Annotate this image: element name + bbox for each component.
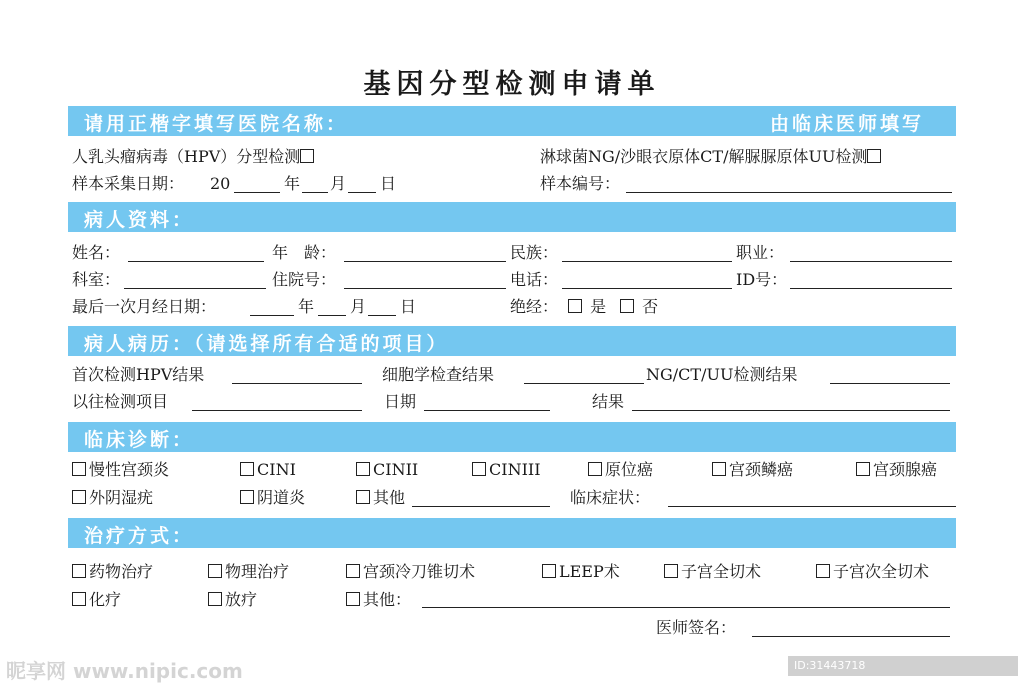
- page-title: 基因分型检测申请单: [363, 69, 661, 100]
- signature-field[interactable]: [752, 636, 950, 637]
- id-label: ID号：: [736, 270, 788, 289]
- diagnosis-other-field[interactable]: [412, 506, 550, 507]
- signature-label: 医师签名：: [656, 618, 737, 637]
- diagnosis-label: 其他: [373, 488, 406, 507]
- treatment-checkbox[interactable]: [542, 564, 556, 578]
- treatment-option[interactable]: [72, 590, 121, 610]
- ngctuu-result-field[interactable]: [830, 383, 950, 384]
- ethnicity-field[interactable]: [562, 261, 732, 262]
- lmp-day-field[interactable]: [368, 315, 396, 316]
- treatment-option[interactable]: [346, 590, 411, 610]
- diagnosis-label: CINI: [257, 460, 296, 479]
- diagnosis-checkbox[interactable]: [72, 462, 86, 476]
- history-date-field[interactable]: [424, 410, 550, 411]
- treatment-checkbox[interactable]: [346, 564, 360, 578]
- diagnosis-label: 宫颈鳞癌: [729, 460, 794, 479]
- lmp-label: 最后一次月经日期：: [72, 297, 217, 316]
- diagnosis-option[interactable]: [356, 488, 405, 508]
- treatment-label: 药物治疗: [89, 562, 154, 581]
- lmp-month-field[interactable]: [318, 315, 346, 316]
- treatment-option[interactable]: [346, 562, 475, 582]
- menopause-yes-checkbox[interactable]: [568, 299, 582, 313]
- hpv-test-option[interactable]: [72, 147, 317, 167]
- treatment-checkbox[interactable]: [208, 564, 222, 578]
- admission-no-field[interactable]: [344, 288, 506, 289]
- sample-day-unit: 日: [380, 174, 397, 193]
- hpv-test-checkbox[interactable]: [300, 149, 314, 163]
- section-bar-patient: [68, 202, 956, 232]
- sample-date-year-prefix: 20: [210, 174, 231, 193]
- menopause-no-label: 否: [642, 297, 659, 316]
- diagnosis-checkbox[interactable]: [240, 490, 254, 504]
- treatment-label: 子宫全切术: [681, 562, 762, 581]
- section-diagnosis-label: 临床诊断：: [84, 429, 195, 451]
- treatment-checkbox[interactable]: [72, 564, 86, 578]
- treatment-checkbox[interactable]: [816, 564, 830, 578]
- age-label: 年 龄：: [272, 243, 337, 262]
- symptoms-field[interactable]: [668, 506, 956, 507]
- lmp-year-unit: 年: [298, 297, 315, 316]
- dept-field[interactable]: [124, 288, 266, 289]
- diagnosis-checkbox[interactable]: [72, 490, 86, 504]
- treatment-other-field[interactable]: [422, 607, 950, 608]
- previous-tests-field[interactable]: [192, 410, 362, 411]
- sample-date-label: 样本采集日期：: [72, 174, 185, 193]
- treatment-checkbox[interactable]: [664, 564, 678, 578]
- previous-tests-label: 以往检测项目: [72, 392, 169, 411]
- treatment-option[interactable]: [208, 590, 257, 610]
- menopause-yes-option[interactable]: [568, 297, 606, 317]
- phone-field[interactable]: [562, 288, 732, 289]
- diagnosis-label: CINII: [373, 460, 419, 479]
- sample-year-field[interactable]: [234, 192, 280, 193]
- menopause-yes-label: 是: [590, 297, 607, 316]
- section-history-label: 病人病历：（请选择所有合适的项目）: [84, 333, 449, 355]
- watermark-site: 昵享网 www.nipic.com: [6, 659, 243, 683]
- section-patient-label: 病人资料：: [84, 209, 195, 231]
- treatment-option[interactable]: [664, 562, 761, 582]
- diagnosis-checkbox[interactable]: [856, 462, 870, 476]
- job-field[interactable]: [790, 261, 952, 262]
- treatment-option[interactable]: [542, 562, 620, 582]
- diagnosis-option[interactable]: [356, 460, 418, 480]
- treatment-checkbox[interactable]: [72, 592, 86, 606]
- watermark-id: ID:31443718 NO:20200702102613644906: [788, 656, 1018, 676]
- treatment-checkbox[interactable]: [208, 592, 222, 606]
- first-hpv-field[interactable]: [232, 383, 362, 384]
- cytology-label: 细胞学检查结果: [382, 365, 495, 384]
- treatment-label: 其他：: [363, 590, 412, 609]
- diagnosis-label: 宫颈腺癌: [873, 460, 938, 479]
- treatment-label: LEEP术: [559, 562, 620, 581]
- diagnosis-option[interactable]: [588, 460, 653, 480]
- diagnosis-checkbox[interactable]: [356, 490, 370, 504]
- treatment-option[interactable]: [816, 562, 929, 582]
- sample-no-label: 样本编号：: [540, 174, 621, 193]
- treatment-label: 化疗: [89, 590, 122, 609]
- treatment-option[interactable]: [72, 562, 153, 582]
- ngctuu-test-checkbox[interactable]: [867, 149, 881, 163]
- treatment-label: 物理治疗: [225, 562, 290, 581]
- menopause-label: 绝经：: [510, 297, 559, 316]
- treatment-label: 放疗: [225, 590, 258, 609]
- diagnosis-checkbox[interactable]: [356, 462, 370, 476]
- id-field[interactable]: [790, 288, 952, 289]
- ethnicity-label: 民族：: [510, 243, 559, 262]
- first-hpv-label: 首次检测HPV结果: [72, 365, 205, 384]
- section-bar-history: [68, 326, 956, 356]
- section-bar-hospital: [68, 106, 956, 136]
- menopause-no-option[interactable]: [620, 297, 658, 317]
- section-hospital-right-label: 由临床医师填写: [769, 113, 924, 135]
- name-label: 姓名：: [72, 243, 121, 262]
- diagnosis-checkbox[interactable]: [472, 462, 486, 476]
- sample-month-unit: 月: [330, 174, 347, 193]
- sample-month-field[interactable]: [302, 192, 328, 193]
- history-result-label: 结果: [592, 392, 625, 411]
- history-date-label: 日期: [384, 392, 417, 411]
- diagnosis-label: CINIII: [489, 460, 541, 479]
- treatment-option[interactable]: [208, 562, 289, 582]
- history-result-field[interactable]: [632, 410, 950, 411]
- diagnosis-option[interactable]: [72, 488, 153, 508]
- symptoms-label: 临床症状：: [570, 488, 651, 507]
- lmp-year-field[interactable]: [250, 315, 294, 316]
- diagnosis-checkbox[interactable]: [240, 462, 254, 476]
- treatment-label: 宫颈冷刀锥切术: [363, 562, 476, 581]
- job-label: 职业：: [736, 243, 785, 262]
- cytology-field[interactable]: [524, 383, 644, 384]
- diagnosis-option[interactable]: [240, 460, 296, 480]
- section-treatment-label: 治疗方式：: [84, 525, 195, 547]
- diagnosis-label: 阴道炎: [257, 488, 306, 507]
- phone-label: 电话：: [510, 270, 559, 289]
- ngctuu-test-label: 淋球菌NG/沙眼衣原体CT/解脲脲原体UU检测: [540, 147, 868, 166]
- lmp-day-unit: 日: [400, 297, 417, 316]
- diagnosis-label: 原位癌: [605, 460, 654, 479]
- diagnosis-option[interactable]: [712, 460, 793, 480]
- section-hospital-label: 请用正楷字填写医院名称：: [84, 113, 349, 135]
- diagnosis-label: 外阴湿疣: [89, 488, 154, 507]
- menopause-no-checkbox[interactable]: [620, 299, 634, 313]
- name-field[interactable]: [128, 261, 264, 262]
- treatment-checkbox[interactable]: [346, 592, 360, 606]
- lmp-month-unit: 月: [350, 297, 367, 316]
- diagnosis-checkbox[interactable]: [712, 462, 726, 476]
- diagnosis-option[interactable]: [72, 460, 169, 480]
- diagnosis-option[interactable]: [240, 488, 305, 508]
- section-bar-treatment: [68, 518, 956, 548]
- sample-year-unit: 年: [284, 174, 301, 193]
- diagnosis-label: 慢性宫颈炎: [89, 460, 170, 479]
- hpv-test-label: 人乳头瘤病毒（HPV）分型检测: [72, 147, 301, 166]
- section-bar-diagnosis: [68, 422, 956, 452]
- sample-no-field[interactable]: [626, 192, 952, 193]
- ngctuu-result-label: NG/CT/UU检测结果: [646, 365, 798, 384]
- diagnosis-option[interactable]: [856, 460, 937, 480]
- age-field[interactable]: [344, 261, 506, 262]
- admission-no-label: 住院号：: [272, 270, 337, 289]
- dept-label: 科室：: [72, 270, 121, 289]
- ngctuu-test-option[interactable]: [540, 147, 884, 167]
- diagnosis-option[interactable]: [472, 460, 541, 480]
- sample-day-field[interactable]: [348, 192, 376, 193]
- treatment-label: 子宫次全切术: [833, 562, 930, 581]
- diagnosis-checkbox[interactable]: [588, 462, 602, 476]
